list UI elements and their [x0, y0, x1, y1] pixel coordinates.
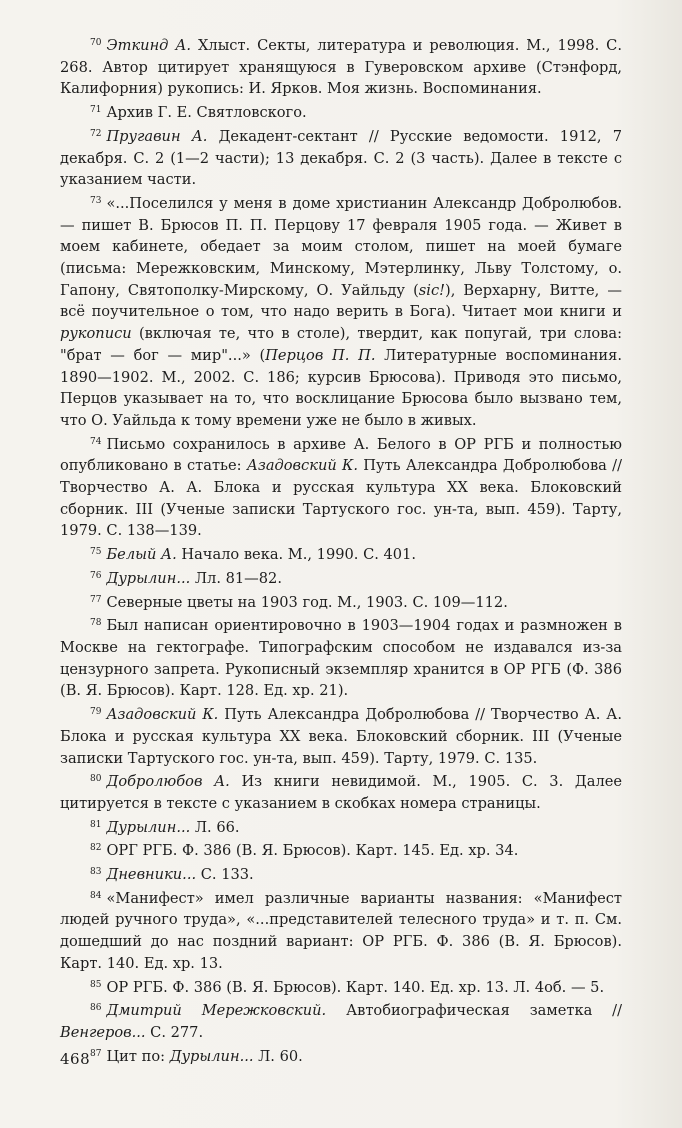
page-number: 468 [60, 1050, 91, 1068]
endnote-number: 75 [90, 547, 102, 558]
endnote-text: ), Верхарну, Витте, — всё поучительное о том, что надо верить в Бога). Читает мои книги и [60, 281, 622, 321]
endnote-number: 70 [90, 38, 102, 48]
endnote-number: 84 [90, 890, 102, 901]
endnote-text: (включая те, что в столе), твердит, как попугай, три слова: "брат — бог — мир"...» ( [60, 325, 622, 364]
endnote-italic-text: Азадовский К. [246, 457, 358, 475]
endnote-italic-text: Дурылин... [169, 1047, 254, 1065]
endnote-number: 83 [90, 867, 102, 878]
endnote-text: Автобиографическая заметка // [326, 1002, 623, 1020]
endnote-text: Северные цветы на 1903 год. М., 1903. С. 109—112. [106, 593, 508, 611]
endnote-72 [60, 124, 622, 191]
endnote-text: Декадент-сектант // Русские ведомости. 1912, 7 декабря. С. 2 (1—2 части); 13 декабря. С. 2 (3 часть). Далее в тексте с указанием части. [60, 127, 623, 189]
endnote-number: 74 [90, 436, 102, 447]
endnote-number: 80 [90, 774, 102, 785]
endnote-text: Лл. 81—82. [190, 569, 282, 587]
endnote-text: Письмо сохранилось в архиве А. Белого в ОР РГБ и полностью опубликовано в статье: [60, 435, 622, 475]
endnote-text: «Манифест» имел различные варианты названия: «Манифест людей ручного труда», «...представителей телесного труда» и т. п. См. дошедший до нас поздний вариант: ОР РГБ. Ф. 386 (В. Я. Брюсов). Карт. 140. Ед. хр. 13. [60, 889, 622, 972]
endnote-78 [60, 613, 622, 702]
endnote-italic-text: Добролюбов А. [106, 773, 230, 791]
endnote-number: 77 [90, 594, 102, 605]
endnote-italic-text: рукописи [60, 325, 132, 343]
endnote-83 [60, 862, 622, 886]
endnote-italic-text: Дневники... [106, 866, 197, 884]
endnote-85 [60, 975, 622, 999]
endnotes-list [60, 33, 622, 1067]
endnote-86 [60, 998, 622, 1043]
endnote-number: 78 [90, 618, 102, 629]
endnote-italic-text: Азадовский К. [106, 706, 219, 724]
endnote-number: 71 [90, 105, 102, 116]
endnote-text: Цит по: [106, 1047, 170, 1065]
endnote-italic-text: Дурылин... [106, 569, 191, 587]
endnote-text: Литературные воспоминания. 1890—1902. М., 2002. С. 186; курсив Брюсова). Приводя это письмо, Перцов указывает на то, что восклицание Брюсова было вызвано тем, что О. Уайльда к тому времени уже не было в живых. [60, 346, 622, 429]
endnote-text: Путь Александра Добролюбова // Творчество А. А. Блока и русская культура XX века. Блоковский сборник. III (Ученые записки Тартуского гос. ун-та, вып. 459). Тарту, 1979. С. 138—139. [60, 457, 623, 540]
endnote-number: 85 [90, 979, 102, 990]
endnote-76 [60, 566, 622, 590]
endnote-text: ОРГ РГБ. Ф. 386 (В. Я. Брюсов). Карт. 145. Ед. хр. 34. [106, 842, 519, 860]
endnote-italic-text: Дурылин... [106, 818, 191, 836]
endnote-text: Хлыст. Секты, литература и революция. М., 1998. С. 268. Автор цитирует хранящуюся в Гуверовском архиве (Стэнфорд, Калифорния) рукопись: И. Ярков. Моя жизнь. Воспоминания. [60, 37, 622, 98]
endnote-text: Путь Александра Добролюбова // Творчество А. А. Блока и русская культура XX века. Блоковский сборник. III (Ученые записки Тартуского гос. ун-та, вып. 459). Тарту, 1979. С. 135. [60, 706, 622, 767]
endnote-italic-text: sic! [418, 281, 445, 299]
endnote-70 [60, 33, 622, 100]
endnote-number: 79 [90, 707, 102, 718]
endnote-75 [60, 542, 622, 566]
endnote-italic-text: Дмитрий Мережковский. [106, 1002, 327, 1020]
endnote-text: Был написан ориентировочно в 1903—1904 годах и размножен в Москве на гектографе. Типографским способом не издавался из-за цензурного запрета. Рукописный экземпляр хранится в ОР РГБ (Ф. 386 (В. Я. Брюсов). Карт. 128. Ед. хр. 21). [60, 617, 622, 700]
endnote-text: Архив Г. Е. Святловского. [106, 104, 307, 122]
endnote-80 [60, 769, 622, 814]
endnote-71 [60, 100, 622, 124]
endnote-77 [60, 590, 622, 614]
endnote-italic-text: Венгеров... [60, 1023, 146, 1041]
endnote-82 [60, 838, 622, 862]
endnote-text: Начало века. М., 1990. С. 401. [176, 546, 417, 564]
endnote-87 [60, 1044, 622, 1068]
endnote-text: Л. 60. [253, 1047, 303, 1065]
endnote-italic-text: Пругавин А. [106, 127, 208, 145]
endnote-text: Л. 66. [190, 818, 240, 836]
endnote-text: С. 133. [196, 866, 254, 884]
endnote-84 [60, 886, 622, 975]
endnote-73 [60, 191, 622, 432]
endnote-number: 76 [90, 570, 102, 581]
endnote-number: 81 [90, 819, 102, 830]
endnote-text: Из книги невидимой. М., 1905. С. 3. Далее цитируется в тексте с указанием в скобках номера страницы. [60, 773, 622, 812]
endnote-number: 86 [90, 1003, 102, 1014]
endnote-text: «...Поселился у меня в доме христианин Александр Добролюбов. — пишет В. Брюсов П. П. Перцову 17 февраля 1905 года. — Живет в моем кабинете, обедает за моим столом, пишет на моей бумаге (письма: Мережковским, Минскому, Мэтерлинку, Льву Толстому, о. Гапону, Святополку-Мирскому, О. Уайльду ( [60, 194, 622, 299]
endnote-79 [60, 702, 622, 769]
endnote-number: 72 [90, 128, 102, 139]
endnote-number: 87 [90, 1048, 102, 1059]
endnote-text: ОР РГБ. Ф. 386 (В. Я. Брюсов). Карт. 140. Ед. хр. 13. Л. 4об. — 5. [106, 978, 605, 996]
endnote-text: С. 277. [145, 1023, 204, 1041]
endnote-italic-text: Перцов П. П. [265, 346, 376, 364]
endnote-81 [60, 815, 622, 839]
endnote-74 [60, 432, 622, 543]
endnote-italic-text: Эткинд А. [106, 37, 192, 54]
endnote-number: 73 [90, 195, 102, 206]
endnote-italic-text: Белый А. [106, 546, 177, 564]
endnote-number: 82 [90, 843, 102, 854]
